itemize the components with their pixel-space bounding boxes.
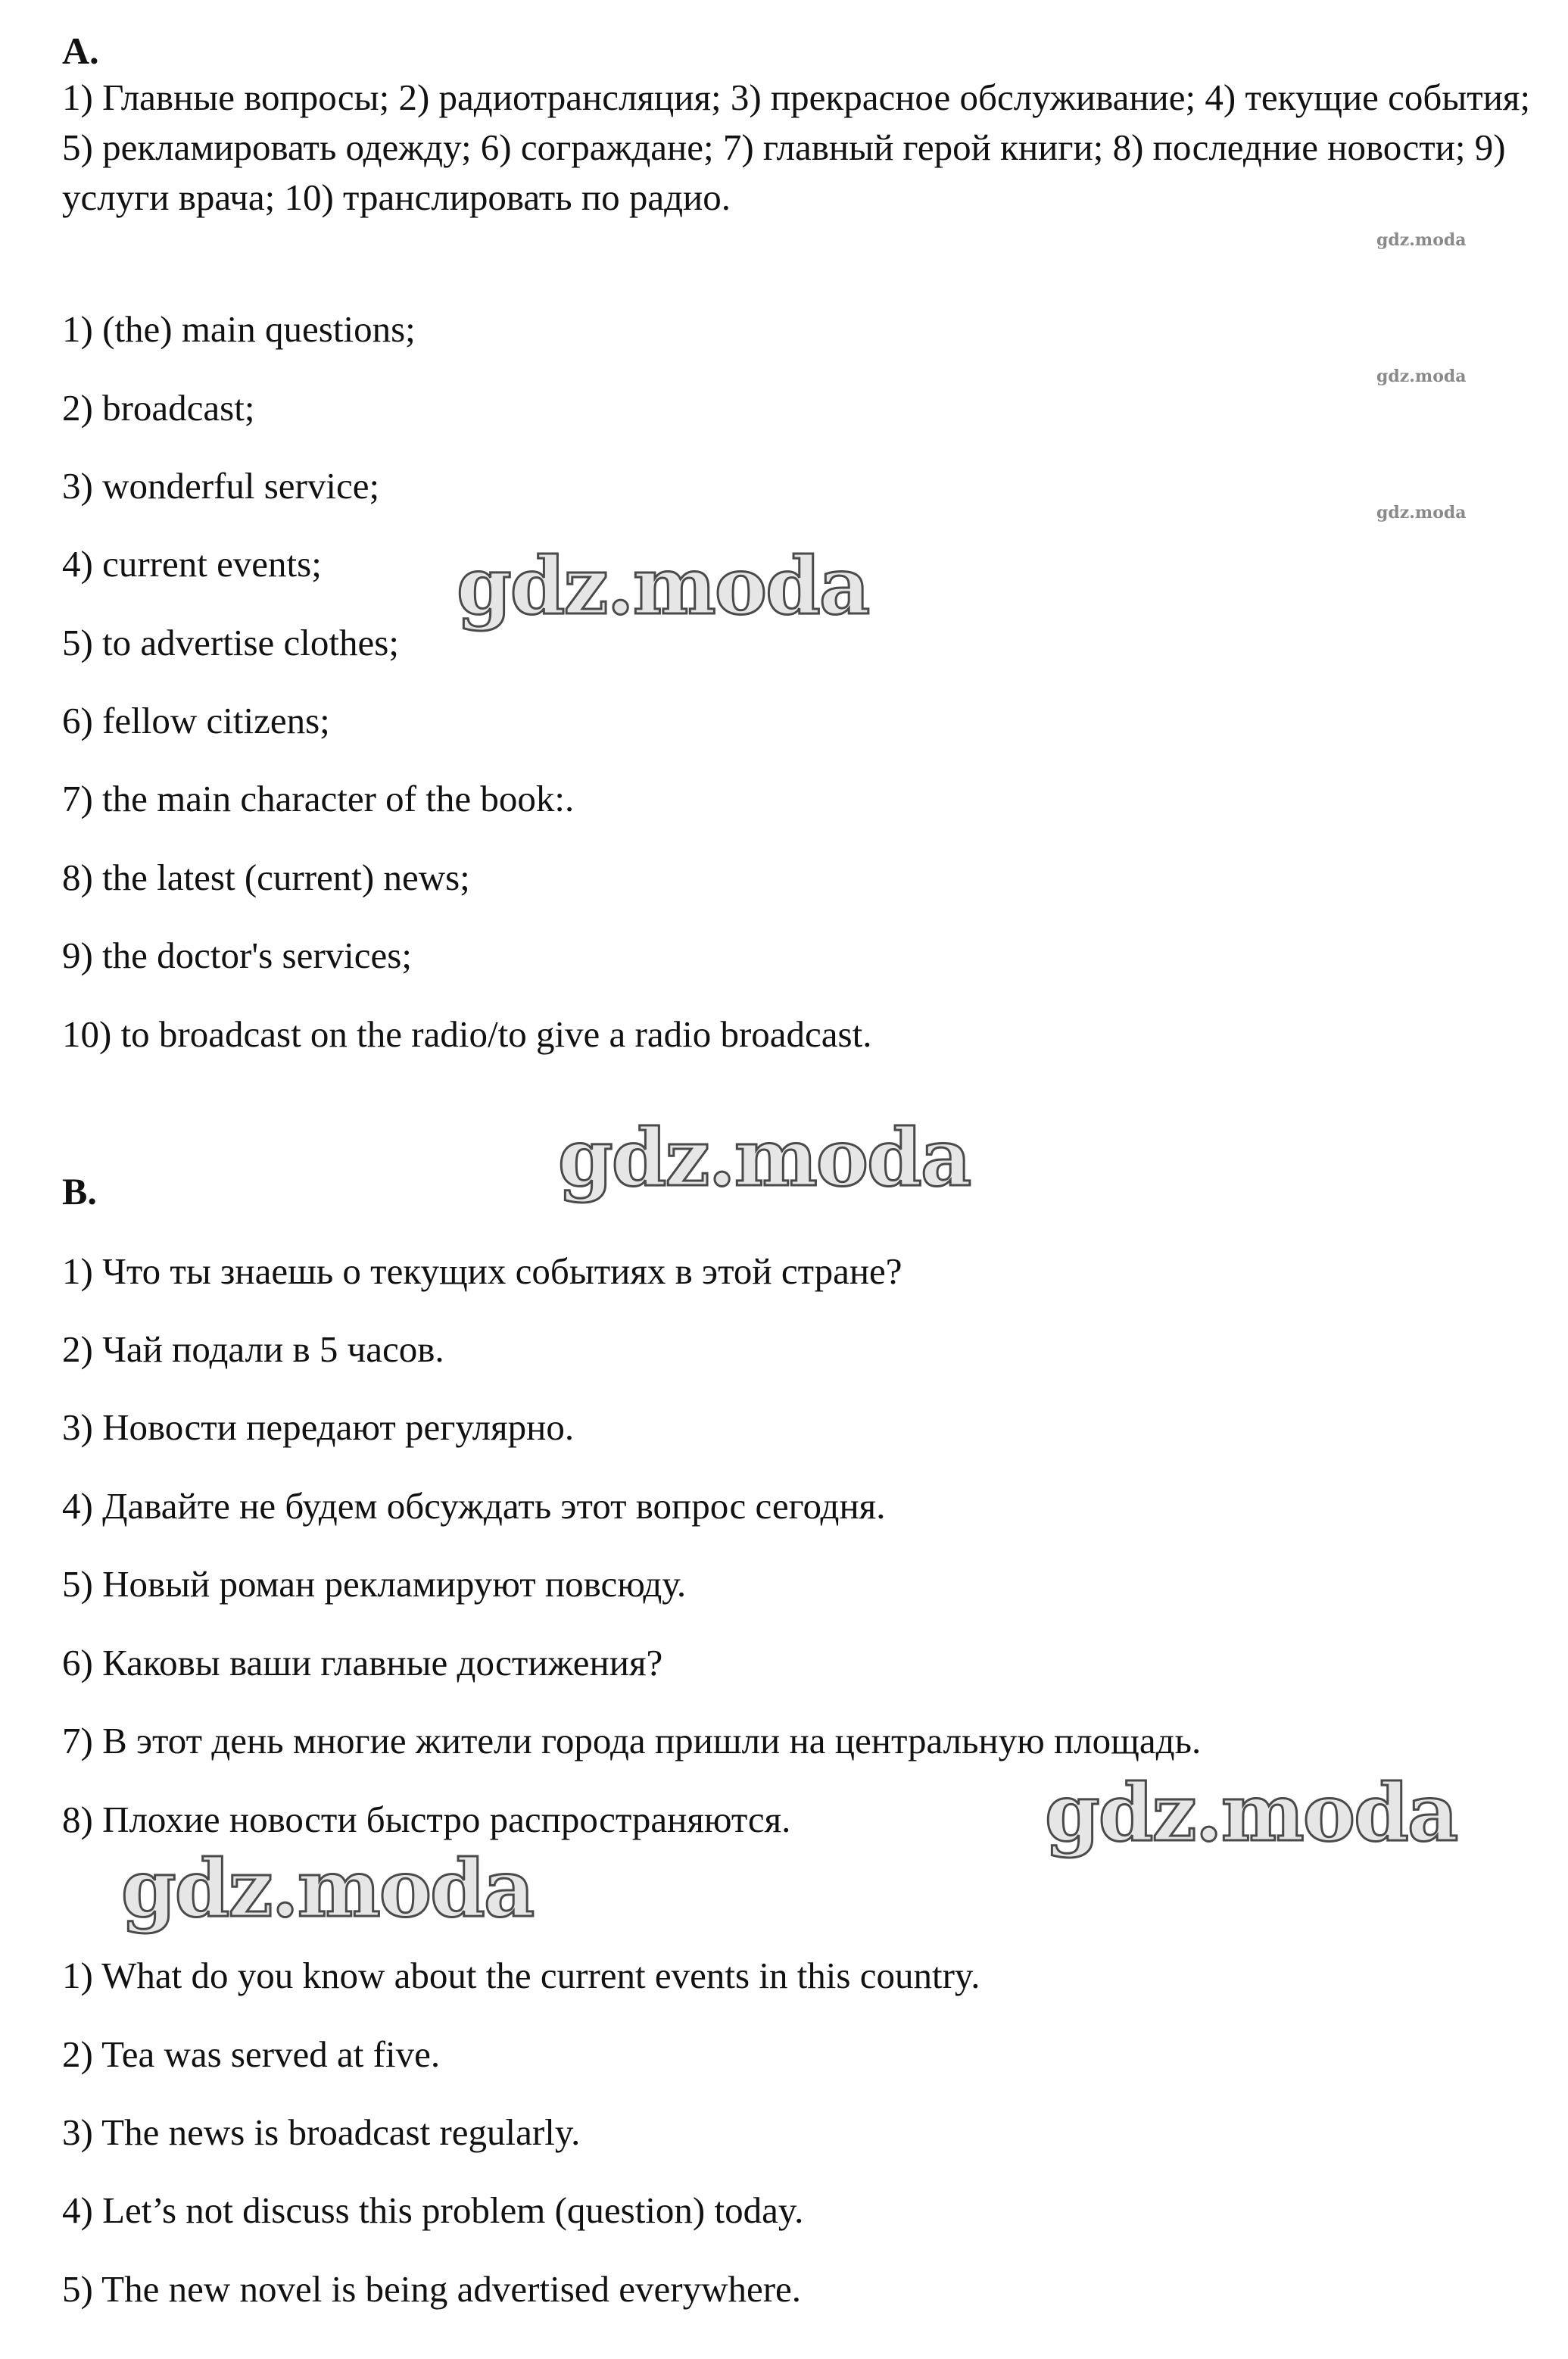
answer-a-1: 1) (the) main questions; bbox=[62, 308, 416, 350]
russian-b-4: 4) Давайте не будем обсуждать этот вопрос сегодня. bbox=[62, 1485, 886, 1527]
english-b-5: 5) The new novel is being advertised everywhere. bbox=[62, 2268, 802, 2310]
english-b-1: 1) What do you know about the current events in this country. bbox=[62, 1955, 980, 1996]
russian-b-7: 7) В этот день многие жители города пришли на центральную площадь. bbox=[62, 1720, 1202, 1761]
watermark-small: gdz.moda bbox=[1376, 367, 1467, 386]
watermark-large: gdz.moda bbox=[121, 1842, 534, 1935]
russian-b-5: 5) Новый роман рекламируют повсюду. bbox=[62, 1563, 687, 1605]
section-b-heading: B. bbox=[62, 1170, 97, 1212]
russian-b-8: 8) Плохие новости быстро распространяются. bbox=[62, 1799, 791, 1840]
answer-a-9: 9) the doctor's services; bbox=[62, 935, 412, 976]
answer-a-2: 2) broadcast; bbox=[62, 387, 255, 429]
english-b-3: 3) The news is broadcast regularly. bbox=[62, 2111, 581, 2153]
answer-a-5: 5) to advertise clothes; bbox=[62, 622, 399, 663]
russian-b-6: 6) Каковы ваши главные достижения? bbox=[62, 1642, 663, 1683]
russian-b-1: 1) Что ты знаешь о текущих событиях в этой стране? bbox=[62, 1250, 902, 1292]
watermark-small: gdz.moda bbox=[1376, 503, 1467, 523]
english-b-4: 4) Let’s not discuss this problem (question) today. bbox=[62, 2189, 804, 2231]
answer-a-6: 6) fellow citizens; bbox=[62, 700, 330, 741]
watermark-large: gdz.moda bbox=[558, 1111, 971, 1204]
answer-a-3: 3) wonderful service; bbox=[62, 465, 380, 507]
section-a-heading: A. bbox=[62, 30, 99, 72]
watermark-small: gdz.moda bbox=[1376, 230, 1467, 250]
answer-a-8: 8) the latest (current) news; bbox=[62, 857, 470, 898]
russian-b-2: 2) Чай подали в 5 часов. bbox=[62, 1328, 444, 1370]
answer-a-7: 7) the main character of the book:. bbox=[62, 778, 575, 819]
watermark-large: gdz.moda bbox=[457, 539, 869, 632]
watermark-large: gdz.moda bbox=[1045, 1766, 1457, 1859]
answer-a-4: 4) current events; bbox=[62, 543, 322, 585]
russian-b-3: 3) Новости передают регулярно. bbox=[62, 1406, 575, 1448]
answer-a-10: 10) to broadcast on the radio/to give a radio broadcast. bbox=[62, 1013, 872, 1055]
english-b-2: 2) Tea was served at five. bbox=[62, 2033, 441, 2075]
section-a-russian-paragraph: 1) Главные вопросы; 2) радиотрансляция; 3) прекрасное обслуживание; 4) текущие события; 5) рекламировать одежду; 6) сограждане; 7) главный герой книги; 8) последние новости; 9) услуги врача; 10) транслировать по радио. bbox=[62, 76, 1531, 218]
